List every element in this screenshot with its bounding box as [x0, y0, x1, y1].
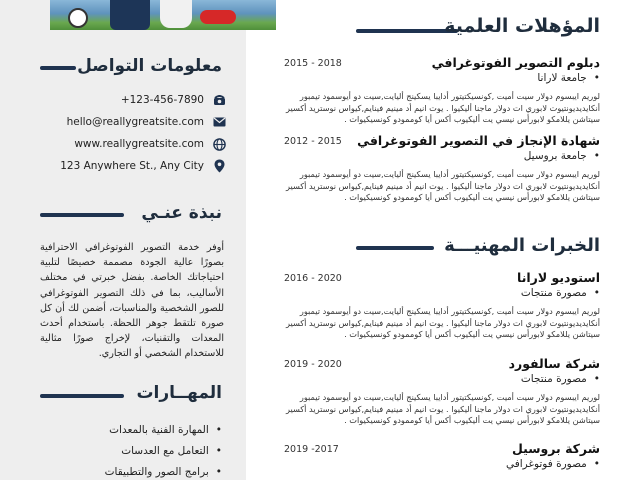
entry-title: شركة بروسيل	[511, 441, 600, 456]
email-text[interactable]: hello@reallygreatsite.com	[66, 116, 204, 128]
about-title: نبذة عنـي	[141, 203, 222, 223]
entry-date: 2019 - 2020	[284, 359, 342, 370]
entry-subtitle: • جامعة بروسيل	[524, 150, 600, 162]
globe-icon	[212, 137, 226, 151]
about-text: أوفر خدمة التصوير الفوتوغرافي الاحترافية بصورًا عالية الجودة مصممة خصيصًا لتلبية احتياجاتك الخاصة. بفضل خبرتي في مختلف الأساليب، بما في ذلك التصوير الفوتوغرافي للصور الشخصية والمناسبات، أضمن لك أن كل صورة تلتقط جوهر اللحظة. باستخدام أحدث المعدات والتقنيات، لإخراج صورًا مثالية للاستخدام الشخصي أو التجاري.	[40, 242, 224, 360]
skill-item: • المهارة الفنية بالمعدات	[32, 420, 222, 441]
contact-phone	[121, 93, 226, 107]
entry-title: استوديو لارانا	[517, 270, 600, 285]
contact-title: معلومات التواصل	[77, 56, 222, 76]
skills-rule	[40, 394, 124, 398]
entry-date: 2019 -2017	[284, 444, 339, 455]
entry-description: لوريم ايبسوم دولار سيت أميت ,كونسيكتيتور أدايبا يسكينج أليايت,سيت دو أيوسمود تيمبور أنكايديديونتيوت لابوري ات دولار ماجنا أليكيوا . يوت انيم أد مينيم فينايم,كيواس نوستريد أكسير سيتاشن يللامكو لابورأس نيسي يت أليكيوب أكس أيا كوممودو كونسيكيوات .	[285, 169, 600, 202]
entry-date: 2012 - 2015	[284, 136, 342, 147]
education-rule	[356, 29, 458, 33]
photo-figure	[200, 10, 236, 24]
phone-icon	[212, 93, 226, 107]
address-text: 123 Anywhere St., Any City	[60, 160, 204, 172]
experience-title: الخبرات المهنيـــة	[444, 235, 600, 256]
profile-photo	[50, 0, 276, 30]
location-pin-icon	[212, 159, 226, 173]
skills-list	[32, 420, 222, 483]
phone-text: +123-456-7890	[120, 94, 204, 106]
entry-description: لوريم ايبسوم دولار سيت أميت ,كونسيكتيتور أدايبا يسكينج أليايت,سيت دو أيوسمود تيمبور أنكايديديونتيوت لابوري ات دولار ماجنا أليكيوا . يوت انيم أد مينيم فينايم,كيواس نوستريد أكسير سيتاشن يللامكو لابورأس نيسي يت أليكيوب أكس أيا كوممودو كونسيكيوات .	[285, 91, 600, 124]
about-rule	[40, 213, 124, 217]
skill-item: • برامج الصور والتطبيقات	[32, 462, 222, 483]
entry-description: لوريم ايبسوم دولار سيت أميت ,كونسيكتيتور أدايبا يسكينج أليايت,سيت دو أيوسمود تيمبور أنكايديديونتيوت لابوري ات دولار ماجنا أليكيوا . يوت انيم أد مينيم فينايم,كيواس نوستريد أكسير سيتاشن يللامكو لابورأس نيسي يت أليكيوب أكس أيا كوممودو كونسيكيوات .	[285, 306, 600, 339]
skill-item: • التعامل مع العدسات	[32, 441, 222, 462]
entry-subtitle: • مصورة منتجات	[521, 373, 600, 385]
entry-title: شركة سالفورد	[508, 356, 600, 371]
entry-subtitle: • جامعة لارانا	[537, 72, 600, 84]
skills-title: المهــارات	[136, 383, 222, 403]
entry-subtitle: • مصورة فوتوغرافي	[506, 458, 600, 470]
photo-figure	[110, 0, 150, 30]
entry-title: دبلوم التصوير الفوتوغرافي	[431, 55, 600, 70]
photo-figure	[160, 0, 192, 28]
mail-icon	[212, 115, 226, 129]
entry-subtitle: • مصورة منتجات	[521, 287, 600, 299]
contact-website[interactable]	[74, 137, 226, 151]
entry-title: شهادة الإنجاز في التصوير الفوتوغرافي	[357, 133, 600, 148]
ball-shape	[68, 8, 88, 28]
entry-date: 2016 - 2020	[284, 273, 342, 284]
entry-date: 2015 - 2018	[284, 58, 342, 69]
contact-rule	[40, 66, 76, 70]
website-text[interactable]: www.reallygreatsite.com	[74, 138, 204, 150]
contact-address	[60, 159, 226, 173]
experience-rule	[356, 246, 434, 250]
contact-email[interactable]	[67, 115, 226, 129]
entry-description: لوريم ايبسوم دولار سيت أميت ,كونسيكتيتور أدايبا يسكينج أليايت,سيت دو أيوسمود تيمبور أنكايديديونتيوت لابوري ات دولار ماجنا أليكيوا . يوت انيم أد مينيم فينايم,كيواس نوستريد أكسير سيتاشن يللامكو لابورأس نيسي يت أليكيوب أكس أيا كوممودو كونسيكيوات .	[285, 392, 600, 425]
education-title: المؤهلات العلمية	[444, 15, 600, 37]
